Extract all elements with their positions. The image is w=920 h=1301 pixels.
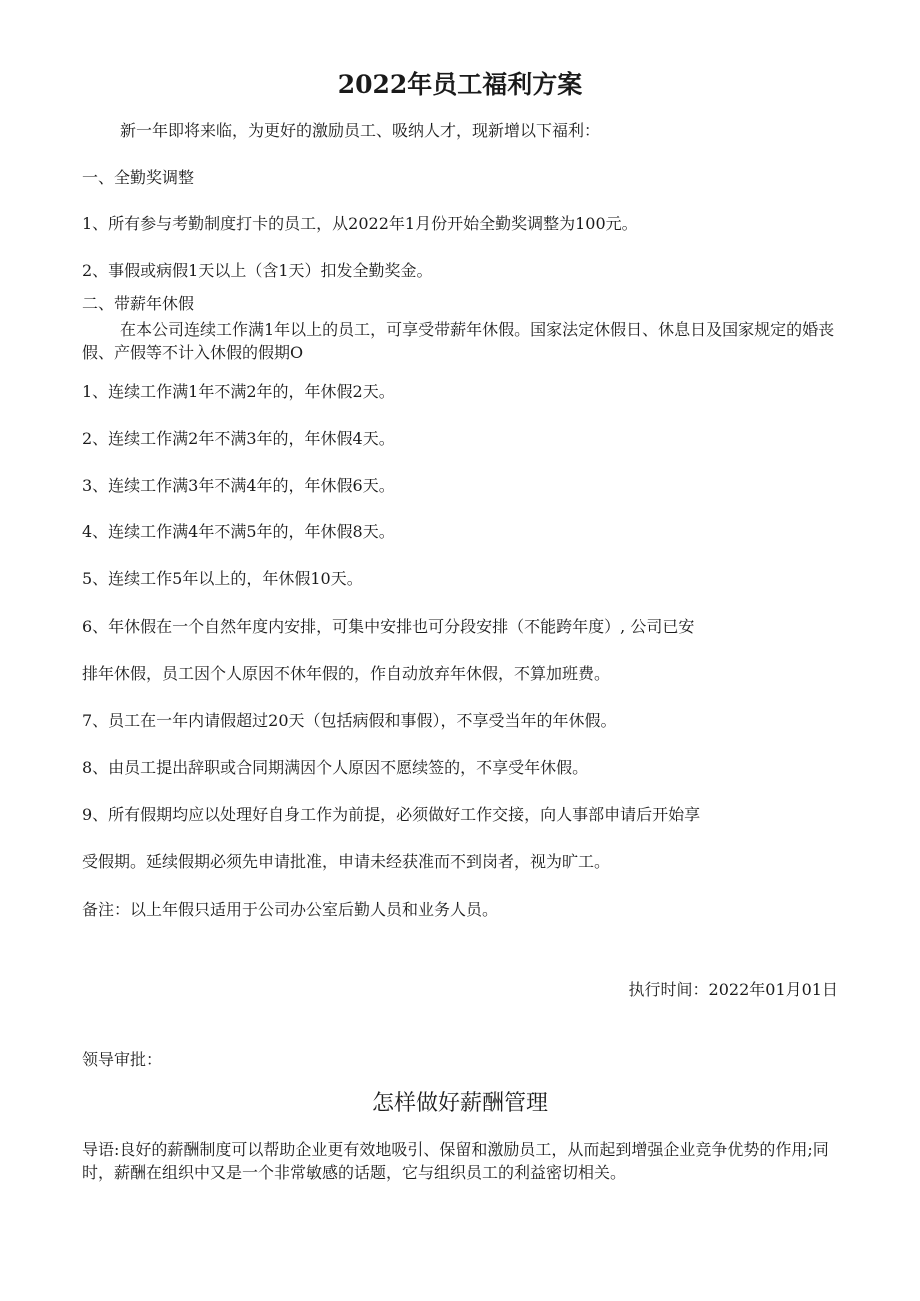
section-heading-annual-leave: 二、带薪年休假: [82, 294, 195, 313]
list-item: 9、所有假期均应以处理好自身工作为前提，必须做好工作交接，向人事部申请后开始享: [82, 805, 701, 824]
list-item: 3、连续工作满3年不满4年的，年休假6天。: [82, 476, 395, 495]
list-item: 2、连续工作满2年不满3年的，年休假4天。: [82, 429, 395, 448]
list-item-continuation: 受假期。延续假期必须先申请批准，申请未经获准而不到岗者，视为旷工。: [82, 852, 611, 871]
list-item: 5、连续工作5年以上的，年休假10天。: [82, 569, 363, 588]
effective-date: 执行时间：2022年01月01日: [628, 980, 838, 999]
annual-leave-paragraph: 在本公司连续工作满1年以上的员工，可享受带薪年休假。国家法定休假日、休息日及国家规定的婚丧假、产假等不计入休假的假期O: [82, 320, 835, 362]
page-title: 2022年员工福利方案: [337, 70, 583, 99]
intro-guide-paragraph: 导语:良好的薪酬制度可以帮助企业更有效地吸引、保留和激励员工，从而起到增强企业竞争优势的作用;同时，薪酬在组织中又是一个非常敏感的话题，它与组织员工的利益密切相关。: [82, 1140, 829, 1182]
list-item: 1、所有参与考勤制度打卡的员工，从2022年1月份开始全勤奖调整为100元。: [82, 214, 638, 233]
list-item: 1、连续工作满1年不满2年的，年休假2天。: [82, 382, 395, 401]
approval-label: 领导审批：: [82, 1050, 163, 1069]
list-item: 4、连续工作满4年不满5年的，年休假8天。: [82, 522, 395, 541]
list-item-continuation: 排年休假，员工因个人原因不休年假的，作自动放弃年休假，不算加班费。: [82, 664, 611, 683]
intro-paragraph: 新一年即将来临，为更好的激励员工、吸纳人才，现新增以下福利：: [120, 121, 601, 140]
list-item: 8、由员工提出辞职或合同期满因个人原因不愿续签的，不享受年休假。: [82, 758, 589, 777]
section-heading-attendance: 一、全勤奖调整: [82, 168, 195, 187]
second-document-title: 怎样做好薪酬管理: [371, 1091, 548, 1116]
note-text: 备注：以上年假只适用于公司办公室后勤人员和业务人员。: [82, 900, 499, 919]
list-item: 6、年休假在一个自然年度内安排，可集中安排也可分段安排（不能跨年度）, 公司已安: [82, 617, 695, 636]
list-item: 7、员工在一年内请假超过20天（包括病假和事假），不享受当年的年休假。: [82, 711, 617, 730]
list-item: 2、事假或病假1天以上（含1天）扣发全勤奖金。: [82, 261, 433, 280]
